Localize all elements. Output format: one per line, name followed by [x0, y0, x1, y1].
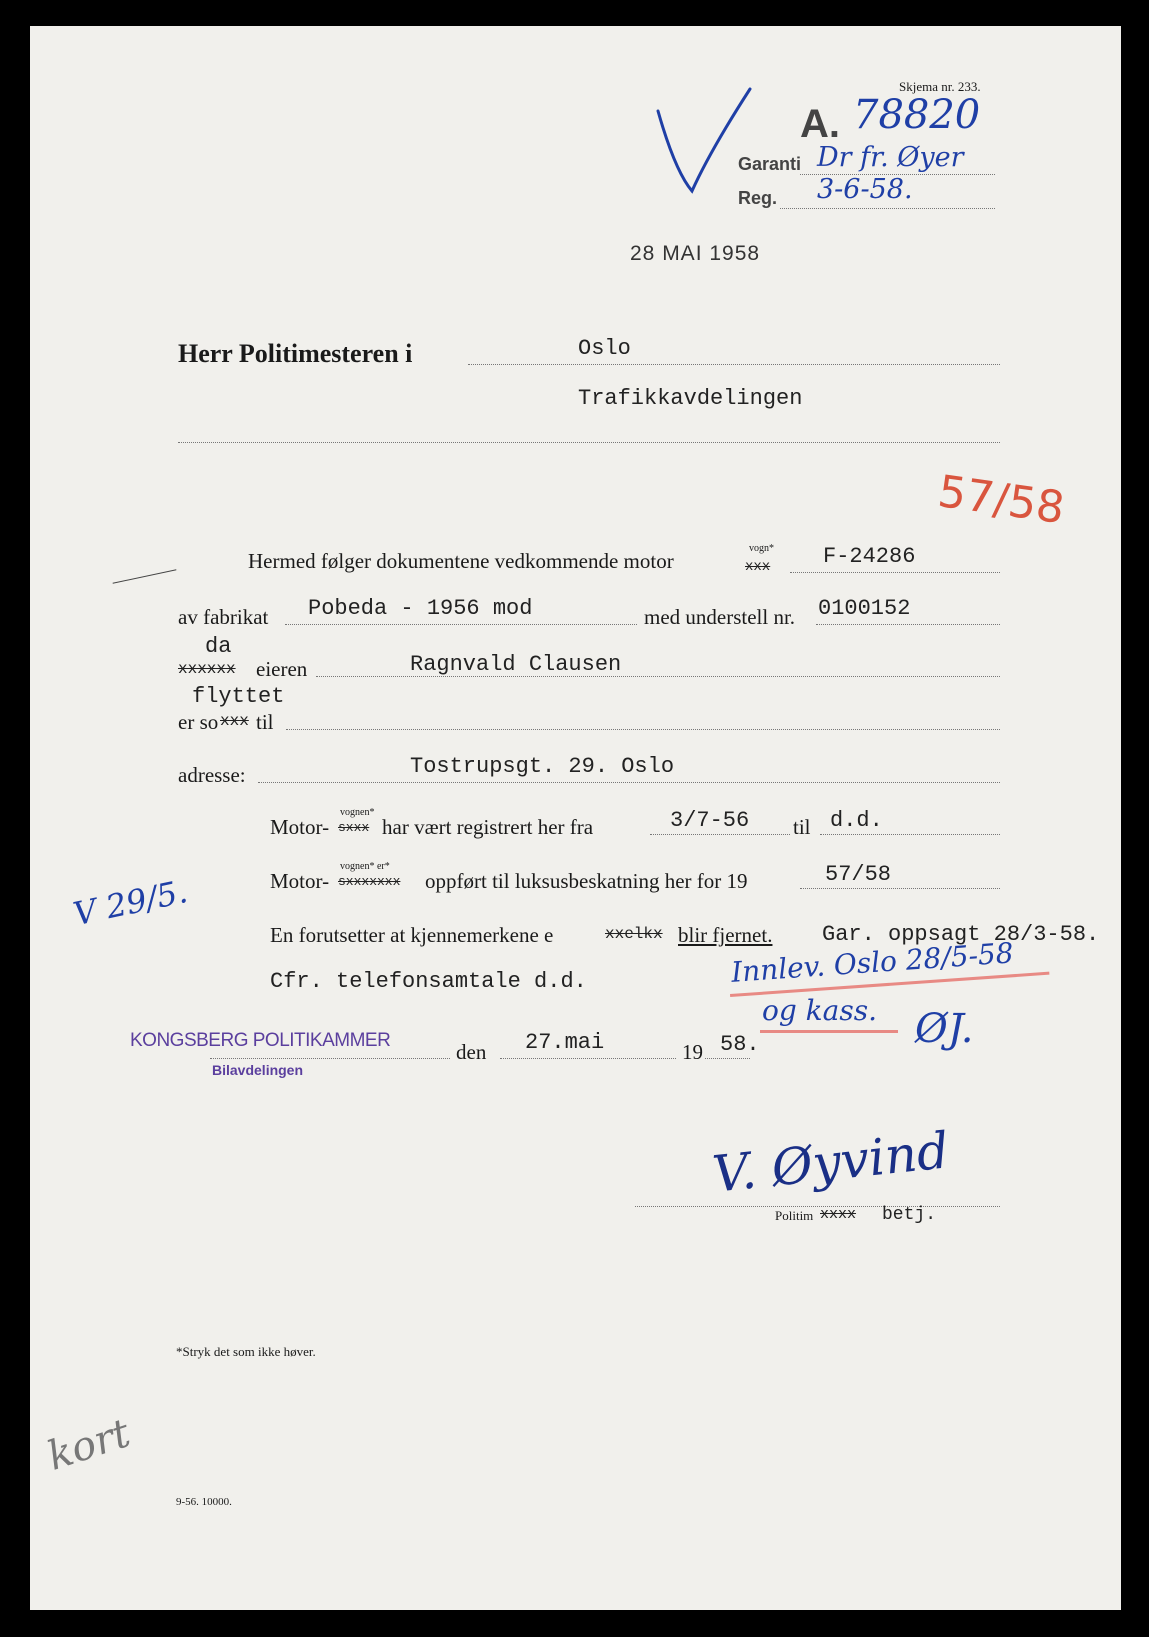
handwritten-kass-note: og kass. [762, 994, 877, 1027]
flyttet-insertion: flyttet [192, 684, 285, 709]
owner-label: eieren [256, 657, 308, 681]
lux-superscript: vognen* er* [340, 861, 390, 872]
adresse-label: adresse: [178, 763, 246, 787]
plates-text: En forutsetter at kjennemerkene e [270, 923, 554, 947]
vehicle-plate: F-24286 [823, 544, 916, 569]
year-prefix: 19 [682, 1040, 703, 1064]
reg-struck: sxxx [338, 820, 370, 835]
reg-superscript: vognen* [340, 807, 375, 818]
sold-suffix: til [256, 710, 274, 734]
signature: V. Øyvind [710, 1121, 952, 1204]
understell-label: med understell nr. [644, 605, 796, 629]
case-prefix: A. [800, 102, 840, 146]
fabrikat-value: Pobeda - 1956 mod [308, 596, 533, 621]
intro-text: Hermed følger dokumentene vedkommende motor [248, 549, 674, 573]
reg-til-value: d.d. [830, 808, 883, 833]
phone-reference: Cfr. telefonsamtale d.d. [270, 969, 587, 994]
reg-prefix: Motor- [270, 815, 330, 839]
reg-text: har vært registrert her fra [382, 815, 594, 839]
adresse-value: Tostrupsgt. 29. Oslo [410, 754, 675, 779]
den-label: den [456, 1040, 487, 1064]
lux-struck: sxxxxxxx [338, 874, 401, 889]
addressee-label: Herr Politimesteren i [178, 339, 413, 368]
handwritten-delivery-note: Innlev. Oslo 28/5-58 [730, 936, 1015, 989]
form-number: Skjema nr. 233. [899, 79, 981, 94]
addressee-department: Trafikkavdelingen [578, 386, 803, 411]
owner-prefix-struck: xxxxxx [178, 660, 236, 678]
reg-label: Reg. [738, 188, 778, 208]
plates-after: blir fjernet. [678, 923, 773, 947]
fabrikat-label: av fabrikat [178, 605, 269, 629]
document-page [30, 26, 1121, 1610]
police-stamp-name: KONGSBERG POLITIKAMMER [130, 1030, 391, 1051]
issue-date: 27.mai [525, 1030, 605, 1055]
signature-title-struck: xxxx [820, 1206, 857, 1223]
case-number: 78820 [853, 92, 981, 138]
lux-prefix: Motor- [270, 869, 330, 893]
reg-til-label: til [793, 815, 811, 839]
year-value: 58. [720, 1032, 760, 1057]
owner-name: Ragnvald Clausen [410, 652, 622, 677]
sold-struck: xxx [220, 712, 249, 730]
lux-year: 57/58 [825, 862, 892, 887]
received-date-stamp: 28 MAI 1958 [630, 242, 761, 265]
signature-title-suffix: betj. [882, 1205, 937, 1225]
left-margin-note: V 29/5. [70, 872, 191, 934]
footnote: *Stryk det som ikke høver. [176, 1344, 316, 1359]
plates-struck: xxelkx [605, 925, 663, 943]
garanti-value: Dr fr. Øyer [817, 142, 964, 173]
lux-text: oppført til luksusbeskatning her for 19 [425, 869, 748, 893]
reg-value: 3-6-58. [817, 174, 913, 205]
reg-from: 3/7-56 [670, 808, 750, 833]
print-code: 9-56. 10000. [176, 1496, 232, 1508]
vogn-struck: xxx [745, 559, 771, 575]
checkmark-icon [650, 81, 760, 201]
police-stamp-department: Bilavdelingen [212, 1062, 304, 1078]
bottom-left-note: kort [42, 1410, 136, 1480]
garanti-label: Garanti [738, 154, 802, 174]
signature-title-prefix: Politim [775, 1208, 814, 1223]
addressee-city: Oslo [578, 336, 631, 361]
sold-prefix: er so [178, 710, 219, 734]
understell-value: 0100152 [818, 596, 911, 621]
handwritten-initials: ØJ. [915, 1006, 974, 1052]
da-insertion: da [205, 634, 232, 659]
file-reference-note: 57/58 [934, 466, 1068, 535]
vogn-superscript: vogn* [749, 543, 774, 554]
guarantee-note: Gar. oppsagt 28/3-58. [822, 922, 1100, 947]
